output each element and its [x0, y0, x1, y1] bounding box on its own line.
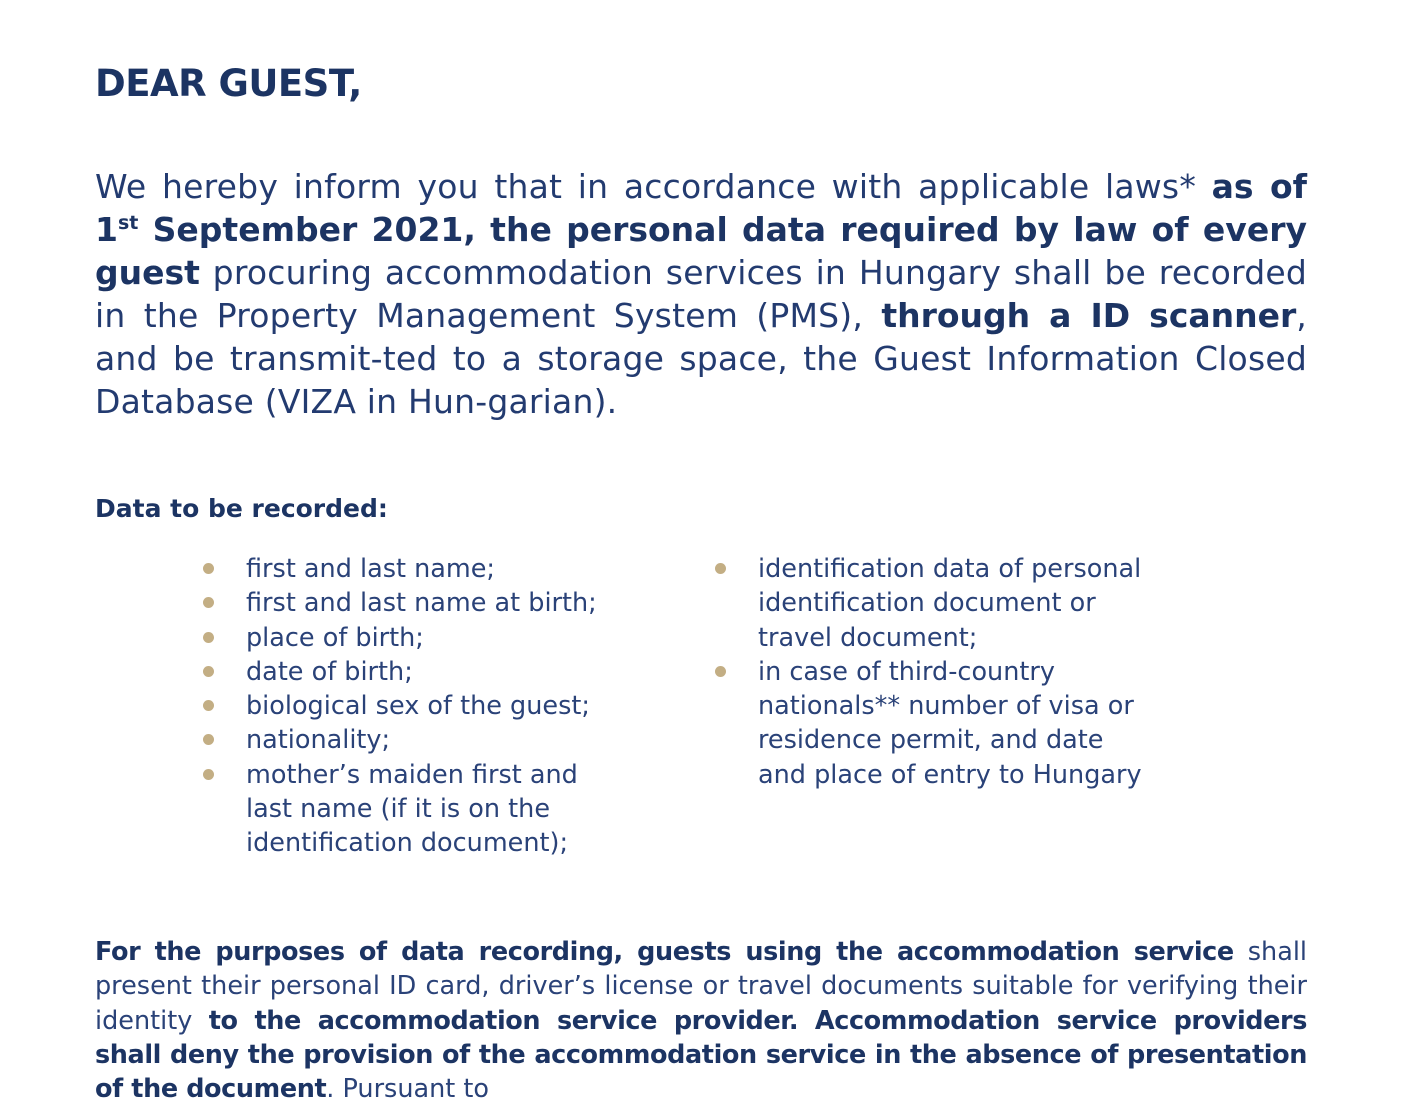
bullet-icon [203, 632, 214, 643]
intro-text-3: , and be transmit-ted to a storage space, the Guest Information Closed Database (VIZA in Hun-garian). [95, 296, 1307, 421]
data-list-left [203, 552, 623, 861]
list-item [203, 552, 623, 586]
list-item-text: biological sex of the guest; [246, 691, 590, 722]
bullet-icon [203, 597, 214, 608]
list-item-text: identification data of personal identification document or travel document; [758, 554, 1142, 653]
bullet-icon [715, 563, 726, 574]
list-item-text: first and last name; [246, 554, 496, 584]
list-item [715, 552, 1158, 655]
closing-text-2: . Pursuant to [326, 1074, 489, 1105]
intro-bold-scanner: through a ID scanner [881, 296, 1297, 335]
list-item-text: place of birth; [246, 622, 424, 653]
closing-bold-2: to the accommodation service provider. Accommodation service providers shall deny the provision of the accommodation service in the absence of presentation of the document [95, 1005, 1307, 1105]
bullet-icon [715, 666, 726, 677]
intro-bold-date-b: September 2021, the personal data required by law of every guest [95, 210, 1307, 292]
list-item-text: nationality; [246, 725, 391, 756]
closing-paragraph [95, 935, 1307, 1106]
list-item [203, 689, 623, 723]
bullet-icon [203, 734, 214, 745]
greeting-heading: DEAR GUEST, [95, 62, 362, 105]
closing-text-1: shall present their personal ID card, driver’s license or travel documents suitable for verifying their identity [95, 937, 1307, 1036]
bullet-icon [203, 700, 214, 711]
list-item [203, 621, 623, 655]
intro-bold-date-a: as of 1 [95, 167, 1307, 249]
list-item [203, 655, 623, 689]
section-title: Data to be recorded: [95, 494, 388, 523]
intro-text-2: procuring accommodation services in Hungary shall be recorded in the Property Management System (PMS), [95, 253, 1307, 335]
list-item [203, 586, 623, 620]
intro-paragraph [95, 165, 1307, 423]
bullet-icon [203, 563, 214, 574]
list-item-text: mother’s maiden first and last name (if it is on the identification document); [246, 759, 578, 859]
list-item-text: first and last name at birth; [246, 588, 597, 619]
closing-bold-1: For the purposes of data recording, guests using the accommodation service [95, 937, 1234, 967]
list-item [203, 758, 586, 861]
list-item-text: date of birth; [246, 656, 413, 687]
list-item-text: in case of third-country nationals** number of visa or residence permit, and date and place of entry to Hungary [758, 656, 1142, 790]
list-item [203, 723, 623, 757]
intro-text-1: We hereby inform you that in accordance with applicable laws* [95, 167, 1212, 206]
data-list-right [715, 552, 1185, 792]
bullet-icon [203, 769, 214, 780]
list-item [715, 655, 1158, 792]
bullet-icon [203, 666, 214, 677]
intro-bold-date-sup: st [117, 212, 139, 234]
